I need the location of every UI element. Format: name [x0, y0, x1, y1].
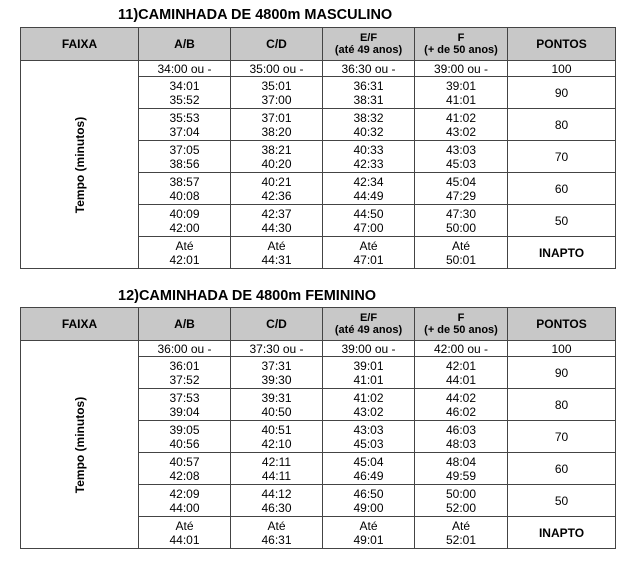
- cell-line: 39:04: [169, 404, 200, 419]
- row-label-cell: [21, 61, 139, 269]
- cell-line: Até: [359, 518, 378, 533]
- cell-cd: [231, 485, 323, 517]
- cell-pontos: 60: [508, 453, 616, 485]
- cell-line: 42:09: [169, 486, 200, 501]
- cell-line: Até: [451, 238, 470, 253]
- cell-ef: [323, 109, 415, 141]
- cell-line: 45:04: [445, 174, 477, 189]
- cell-cd: [231, 517, 323, 549]
- cell-ef: [323, 205, 415, 237]
- cell-f: [415, 237, 508, 269]
- header-ab: A/B: [139, 308, 231, 341]
- cell-pontos: 70: [508, 141, 616, 173]
- row-label: Tempo (minutos): [72, 116, 87, 213]
- cell-line: 41:01: [353, 372, 384, 387]
- cell-ef: [323, 485, 415, 517]
- cell-line: 44:01: [445, 372, 477, 387]
- cell-line: 37:53: [169, 390, 200, 405]
- cell-line: 43:02: [445, 124, 477, 139]
- cell-ab: [139, 485, 231, 517]
- cell-ab: [139, 173, 231, 205]
- cell-line: 50:00: [445, 220, 477, 235]
- cell-line: 39:30: [261, 372, 292, 387]
- cell-ef: [323, 141, 415, 173]
- cell-line: 38:20: [261, 124, 292, 139]
- cell-cd: [231, 421, 323, 453]
- cell-line: 47:29: [445, 188, 477, 203]
- cell-line: 42:00: [169, 220, 200, 235]
- cell-cd: [231, 205, 323, 237]
- cell-line: 43:03: [445, 142, 477, 157]
- cell-line: 37:05: [169, 142, 200, 157]
- cell-line: Até: [267, 518, 286, 533]
- cell-cd: [231, 237, 323, 269]
- cell-line: 49:01: [353, 532, 384, 547]
- cell-line: 44:02: [445, 390, 477, 405]
- cell-line: 41:01: [445, 92, 477, 107]
- cell-line: 40:32: [353, 124, 384, 139]
- cell-f: [415, 77, 508, 109]
- cell-line: Até: [451, 518, 470, 533]
- cell-ef: [323, 237, 415, 269]
- cell-cd: [231, 453, 323, 485]
- cell-f: [415, 205, 508, 237]
- cell-line: 39:01: [445, 78, 477, 93]
- cell-line: 36:01: [169, 358, 200, 373]
- cell-line: 40:57: [169, 454, 200, 469]
- cell-f: [415, 173, 508, 205]
- cell-line: 44:49: [353, 188, 384, 203]
- cell-line: 48:04: [445, 454, 477, 469]
- cell-ab: [139, 357, 231, 389]
- cell-line: 43:03: [353, 422, 384, 437]
- score-table: [20, 307, 616, 549]
- cell-line: 40:56: [169, 436, 200, 451]
- cell-pontos: 100: [508, 341, 616, 357]
- cell-line: 42:34: [353, 174, 384, 189]
- cell-ab: [139, 453, 231, 485]
- cell-line: 40:50: [261, 404, 292, 419]
- header-f: F (+ de 50 anos): [415, 308, 508, 341]
- cell-line: 38:56: [169, 156, 200, 171]
- cell-cd: [231, 141, 323, 173]
- cell-line: 45:03: [445, 156, 477, 171]
- cell-line: 35:52: [169, 92, 200, 107]
- cell-line: 46:50: [353, 486, 384, 501]
- cell-line: 35:53: [169, 110, 200, 125]
- cell-line: 44:31: [261, 252, 292, 267]
- cell-pontos: 60: [508, 173, 616, 205]
- header-pontos: PONTOS: [508, 28, 616, 61]
- cell-ab: [139, 77, 231, 109]
- cell-ab: [139, 109, 231, 141]
- cell-line: 36:31: [353, 78, 384, 93]
- cell-ef: 39:00 ou -: [323, 341, 415, 357]
- cell-line: 38:21: [261, 142, 292, 157]
- cell-line: 40:51: [261, 422, 292, 437]
- cell-ab: [139, 389, 231, 421]
- cell-ab: [139, 517, 231, 549]
- cell-line: Até: [175, 238, 194, 253]
- cell-ab: [139, 141, 231, 173]
- cell-line: 40:09: [169, 206, 200, 221]
- cell-pontos: 80: [508, 109, 616, 141]
- cell-line: 39:01: [353, 358, 384, 373]
- cell-cd: 35:00 ou -: [231, 61, 323, 77]
- cell-line: 44:12: [261, 486, 292, 501]
- cell-line: 45:04: [353, 454, 384, 469]
- cell-line: 44:50: [353, 206, 384, 221]
- cell-f: [415, 421, 508, 453]
- row-label: Tempo (minutos): [72, 396, 87, 493]
- header-cd: C/D: [231, 28, 323, 61]
- cell-line: 42:37: [261, 206, 292, 221]
- cell-line: 35:01: [261, 78, 292, 93]
- cell-pontos: 50: [508, 485, 616, 517]
- header-cd: C/D: [231, 308, 323, 341]
- cell-f: [415, 141, 508, 173]
- cell-ef: [323, 453, 415, 485]
- table-title: 12)CAMINHADA DE 4800m FEMININO: [118, 288, 377, 304]
- cell-line: 38:31: [353, 92, 384, 107]
- cell-pontos: 50: [508, 205, 616, 237]
- cell-line: 39:31: [261, 390, 292, 405]
- cell-f: [415, 453, 508, 485]
- cell-f: [415, 109, 508, 141]
- cell-line: 42:36: [261, 188, 292, 203]
- cell-line: 49:59: [445, 468, 477, 483]
- cell-line: 37:31: [261, 358, 292, 373]
- cell-line: Até: [359, 238, 378, 253]
- cell-line: 47:30: [445, 206, 477, 221]
- cell-pontos: INAPTO: [508, 517, 616, 549]
- cell-line: Até: [175, 518, 194, 533]
- cell-f: 42:00 ou -: [415, 341, 508, 357]
- cell-line: 50:01: [445, 252, 477, 267]
- cell-ef: 36:30 ou -: [323, 61, 415, 77]
- cell-line: 40:33: [353, 142, 384, 157]
- cell-line: 40:21: [261, 174, 292, 189]
- cell-line: 48:03: [445, 436, 477, 451]
- cell-cd: [231, 357, 323, 389]
- cell-pontos: 90: [508, 77, 616, 109]
- cell-line: 43:02: [353, 404, 384, 419]
- cell-cd: [231, 77, 323, 109]
- cell-ab: [139, 237, 231, 269]
- cell-pontos: 70: [508, 421, 616, 453]
- cell-f: [415, 485, 508, 517]
- cell-pontos: 80: [508, 389, 616, 421]
- cell-line: 46:31: [261, 532, 292, 547]
- cell-ab: [139, 205, 231, 237]
- cell-ef: [323, 421, 415, 453]
- cell-ef: [323, 389, 415, 421]
- cell-line: 49:00: [353, 500, 384, 515]
- header-ab: A/B: [139, 28, 231, 61]
- cell-line: 46:03: [445, 422, 477, 437]
- cell-line: 42:01: [169, 252, 200, 267]
- cell-line: 46:49: [353, 468, 384, 483]
- cell-ab: [139, 421, 231, 453]
- cell-line: 42:10: [261, 436, 292, 451]
- cell-line: 37:52: [169, 372, 200, 387]
- cell-line: 37:01: [261, 110, 292, 125]
- header-f: F (+ de 50 anos): [415, 28, 508, 61]
- cell-ef: [323, 77, 415, 109]
- cell-line: 39:05: [169, 422, 200, 437]
- cell-ef: [323, 517, 415, 549]
- cell-pontos: INAPTO: [508, 237, 616, 269]
- cell-ef: [323, 173, 415, 205]
- cell-f: [415, 517, 508, 549]
- cell-line: 42:11: [261, 454, 292, 469]
- cell-line: 44:01: [169, 532, 200, 547]
- table-title: 11)CAMINHADA DE 4800m MASCULINO: [118, 7, 393, 23]
- cell-cd: [231, 109, 323, 141]
- header-row: [21, 308, 616, 341]
- header-ef: E/F (até 49 anos): [323, 28, 415, 61]
- cell-pontos: 100: [508, 61, 616, 77]
- row-label-cell: [21, 341, 139, 549]
- cell-line: 50:00: [445, 486, 477, 501]
- header-faixa: FAIXA: [21, 28, 139, 61]
- cell-line: 42:01: [445, 358, 477, 373]
- cell-ab: 36:00 ou -: [139, 341, 231, 357]
- header-pontos: PONTOS: [508, 308, 616, 341]
- cell-line: 41:02: [445, 110, 477, 125]
- cell-line: 44:00: [169, 500, 200, 515]
- cell-line: 37:00: [261, 92, 292, 107]
- cell-cd: 37:30 ou -: [231, 341, 323, 357]
- cell-line: 37:04: [169, 124, 200, 139]
- header-row: [21, 28, 616, 61]
- cell-line: 44:11: [261, 468, 292, 483]
- cell-line: 45:03: [353, 436, 384, 451]
- cell-pontos: 90: [508, 357, 616, 389]
- cell-line: 46:02: [445, 404, 477, 419]
- cell-line: 44:30: [261, 220, 292, 235]
- cell-f: 39:00 ou -: [415, 61, 508, 77]
- cell-ef: [323, 357, 415, 389]
- cell-line: 42:33: [353, 156, 384, 171]
- header-faixa: FAIXA: [21, 308, 139, 341]
- header-ef: E/F (até 49 anos): [323, 308, 415, 341]
- cell-line: 52:01: [445, 532, 477, 547]
- cell-f: [415, 357, 508, 389]
- cell-line: 46:30: [261, 500, 292, 515]
- cell-line: 47:01: [353, 252, 384, 267]
- cell-line: 47:00: [353, 220, 384, 235]
- cell-cd: [231, 389, 323, 421]
- cell-line: 40:08: [169, 188, 200, 203]
- cell-line: 42:08: [169, 468, 200, 483]
- cell-line: 40:20: [261, 156, 292, 171]
- cell-line: 52:00: [445, 500, 477, 515]
- cell-line: 38:32: [353, 110, 384, 125]
- cell-f: [415, 389, 508, 421]
- cell-ab: 34:00 ou -: [139, 61, 231, 77]
- table-row: [21, 341, 616, 357]
- cell-line: 34:01: [169, 78, 200, 93]
- cell-cd: [231, 173, 323, 205]
- cell-line: 41:02: [353, 390, 384, 405]
- cell-line: Até: [267, 238, 286, 253]
- score-table: [20, 27, 616, 269]
- table-row: [21, 61, 616, 77]
- cell-line: 38:57: [169, 174, 200, 189]
